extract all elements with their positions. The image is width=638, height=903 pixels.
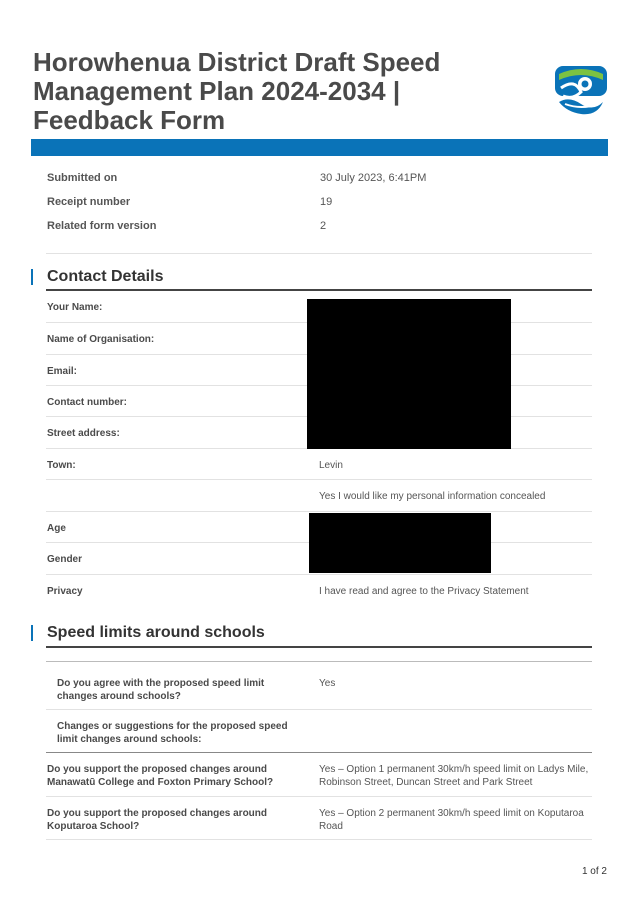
field-label: Gender bbox=[47, 554, 83, 565]
section-heading-schools: Speed limits around schools bbox=[47, 624, 265, 641]
question-label: Do you support the proposed changes around Manawatū College and Foxton Primary School? bbox=[47, 764, 274, 788]
meta-label: Receipt number bbox=[47, 196, 131, 208]
divider bbox=[46, 253, 592, 254]
redaction-block bbox=[307, 299, 511, 449]
contact-row-town bbox=[46, 449, 592, 480]
contact-row-privacy bbox=[46, 575, 592, 605]
field-label: Contact number: bbox=[47, 397, 127, 408]
council-logo-icon bbox=[555, 66, 607, 118]
title-line-3: Feedback Form bbox=[33, 105, 226, 135]
page-title bbox=[33, 48, 453, 135]
field-label: Email: bbox=[47, 366, 78, 377]
school-question-row bbox=[46, 667, 592, 710]
field-label: Street address: bbox=[47, 428, 120, 439]
meta-label: Related form version bbox=[47, 220, 157, 232]
meta-label: Submitted on bbox=[47, 172, 118, 184]
divider bbox=[46, 661, 592, 662]
section-accent bbox=[31, 625, 33, 641]
field-label: Town: bbox=[47, 460, 76, 471]
field-label: Your Name: bbox=[47, 302, 103, 313]
field-value: I have read and agree to the Privacy Statement bbox=[319, 586, 529, 597]
redaction-block bbox=[309, 513, 491, 573]
page-number: 1 of 2 bbox=[581, 866, 607, 877]
answer-value: Yes – Option 2 permanent 30km/h speed limit on Koputaroa Road bbox=[319, 808, 584, 832]
question-label: Do you agree with the proposed speed limit changes around schools? bbox=[57, 678, 265, 702]
contact-row-conceal bbox=[46, 480, 592, 512]
title-line-2: Management Plan 2024-2034 | bbox=[33, 76, 401, 106]
field-label: Age bbox=[47, 523, 66, 534]
section-heading-contact: Contact Details bbox=[47, 268, 164, 285]
meta-value: 19 bbox=[320, 196, 333, 208]
field-label: Name of Organisation: bbox=[47, 334, 155, 345]
field-label: Privacy bbox=[47, 586, 83, 597]
section-rule bbox=[46, 646, 592, 648]
school-question-row bbox=[46, 710, 592, 753]
section-accent bbox=[31, 269, 33, 285]
answer-value: Yes – Option 1 permanent 30km/h speed limit on Ladys Mile, Robinson Street, Duncan Street and Park Street bbox=[319, 764, 589, 788]
field-value: Levin bbox=[319, 460, 343, 471]
question-label: Do you support the proposed changes around Koputaroa School? bbox=[47, 808, 268, 832]
header-bar bbox=[31, 139, 608, 156]
question-label: Changes or suggestions for the proposed speed limit changes around schools: bbox=[57, 721, 288, 745]
meta-value: 2 bbox=[320, 220, 327, 232]
school-question-row bbox=[46, 753, 592, 797]
answer-value: Yes bbox=[319, 678, 336, 689]
meta-value: 30 July 2023, 6:41PM bbox=[320, 172, 427, 184]
school-question-row bbox=[46, 797, 592, 840]
field-value: Yes I would like my personal information concealed bbox=[319, 491, 546, 502]
title-line-1: Horowhenua District Draft Speed bbox=[33, 47, 441, 77]
